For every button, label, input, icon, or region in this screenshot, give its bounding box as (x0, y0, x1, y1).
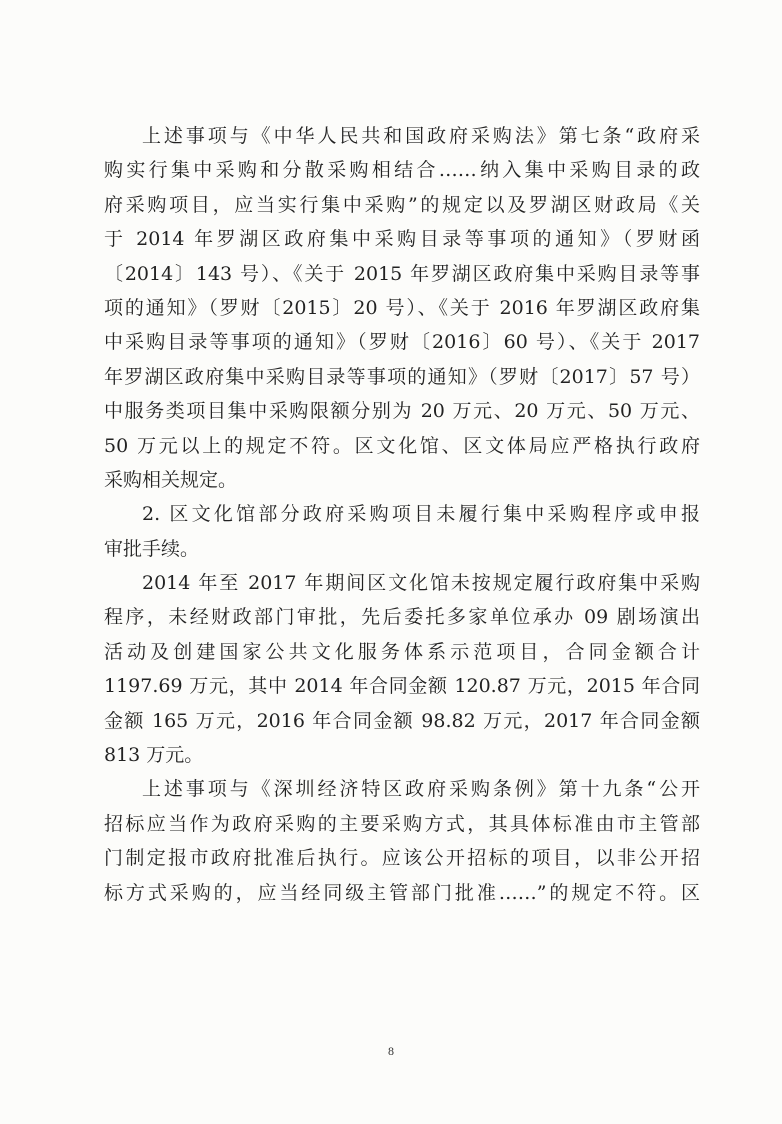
text-line: 府采购项目，应当实行集中采购”的规定以及罗湖区财政局《关 (104, 193, 700, 216)
text-line: 门制定报市政府批准后执行。应该公开招标的项目，以非公开招 (104, 847, 700, 870)
text-line: 购实行集中采购和分散采购相结合……纳入集中采购目录的政 (104, 159, 700, 182)
page-number: 8 (388, 1044, 394, 1058)
text-line: 采购相关规定。 (104, 468, 238, 491)
text-line: 上述事项与《深圳经济特区政府采购条例》第十九条“公开 (142, 778, 700, 801)
text-line: 项的通知》（罗财〔2015〕20 号）、《关于 2016 年罗湖区政府集 (104, 296, 700, 319)
text-line: 金额 165 万元，2016 年合同金额 98.82 万元，2017 年合同金额 (104, 709, 700, 732)
text-line: 中采购目录等事项的通知》（罗财〔2016〕60 号）、《关于 2017 (104, 331, 700, 354)
text-line: 中服务类项目集中采购限额分别为 20 万元、20 万元、50 万元、 (104, 400, 700, 423)
text-line: 活动及创建国家公共文化服务体系示范项目，合同金额合计 (104, 640, 700, 663)
body-text (104, 119, 700, 910)
text-line: 〔2014〕143 号）、《关于 2015 年罗湖区政府集中采购目录等事 (104, 262, 700, 285)
text-line: 招标应当作为政府采购的主要采购方式，其具体标准由市主管部 (104, 812, 700, 835)
section-heading-line: 审批手续。 (104, 537, 200, 560)
text-line: 于 2014 年罗湖区政府集中采购目录等事项的通知》（罗财函 (104, 228, 700, 251)
text-line: 标方式采购的，应当经同级主管部门批准……”的规定不符。区 (104, 881, 700, 904)
text-line: 2014 年至 2017 年期间区文化馆未按规定履行政府集中采购 (142, 572, 700, 595)
text-line: 上述事项与《中华人民共和国政府采购法》第七条“政府采 (142, 125, 700, 147)
section-heading-line: 2. 区文化馆部分政府采购项目未履行集中采购程序或申报 (142, 503, 700, 526)
text-line: 年罗湖区政府集中采购目录等事项的通知》（罗财〔2017〕57 号） (104, 365, 700, 388)
text-line: 50 万元以上的规定不符。区文化馆、区文体局应严格执行政府 (104, 434, 700, 457)
text-line: 程序，未经财政部门审批，先后委托多家单位承办 09 剧场演出 (104, 606, 700, 629)
text-line: 1197.69 万元，其中 2014 年合同金额 120.87 万元，2015 年合同 (104, 675, 700, 698)
text-line: 813 万元。 (104, 744, 204, 767)
